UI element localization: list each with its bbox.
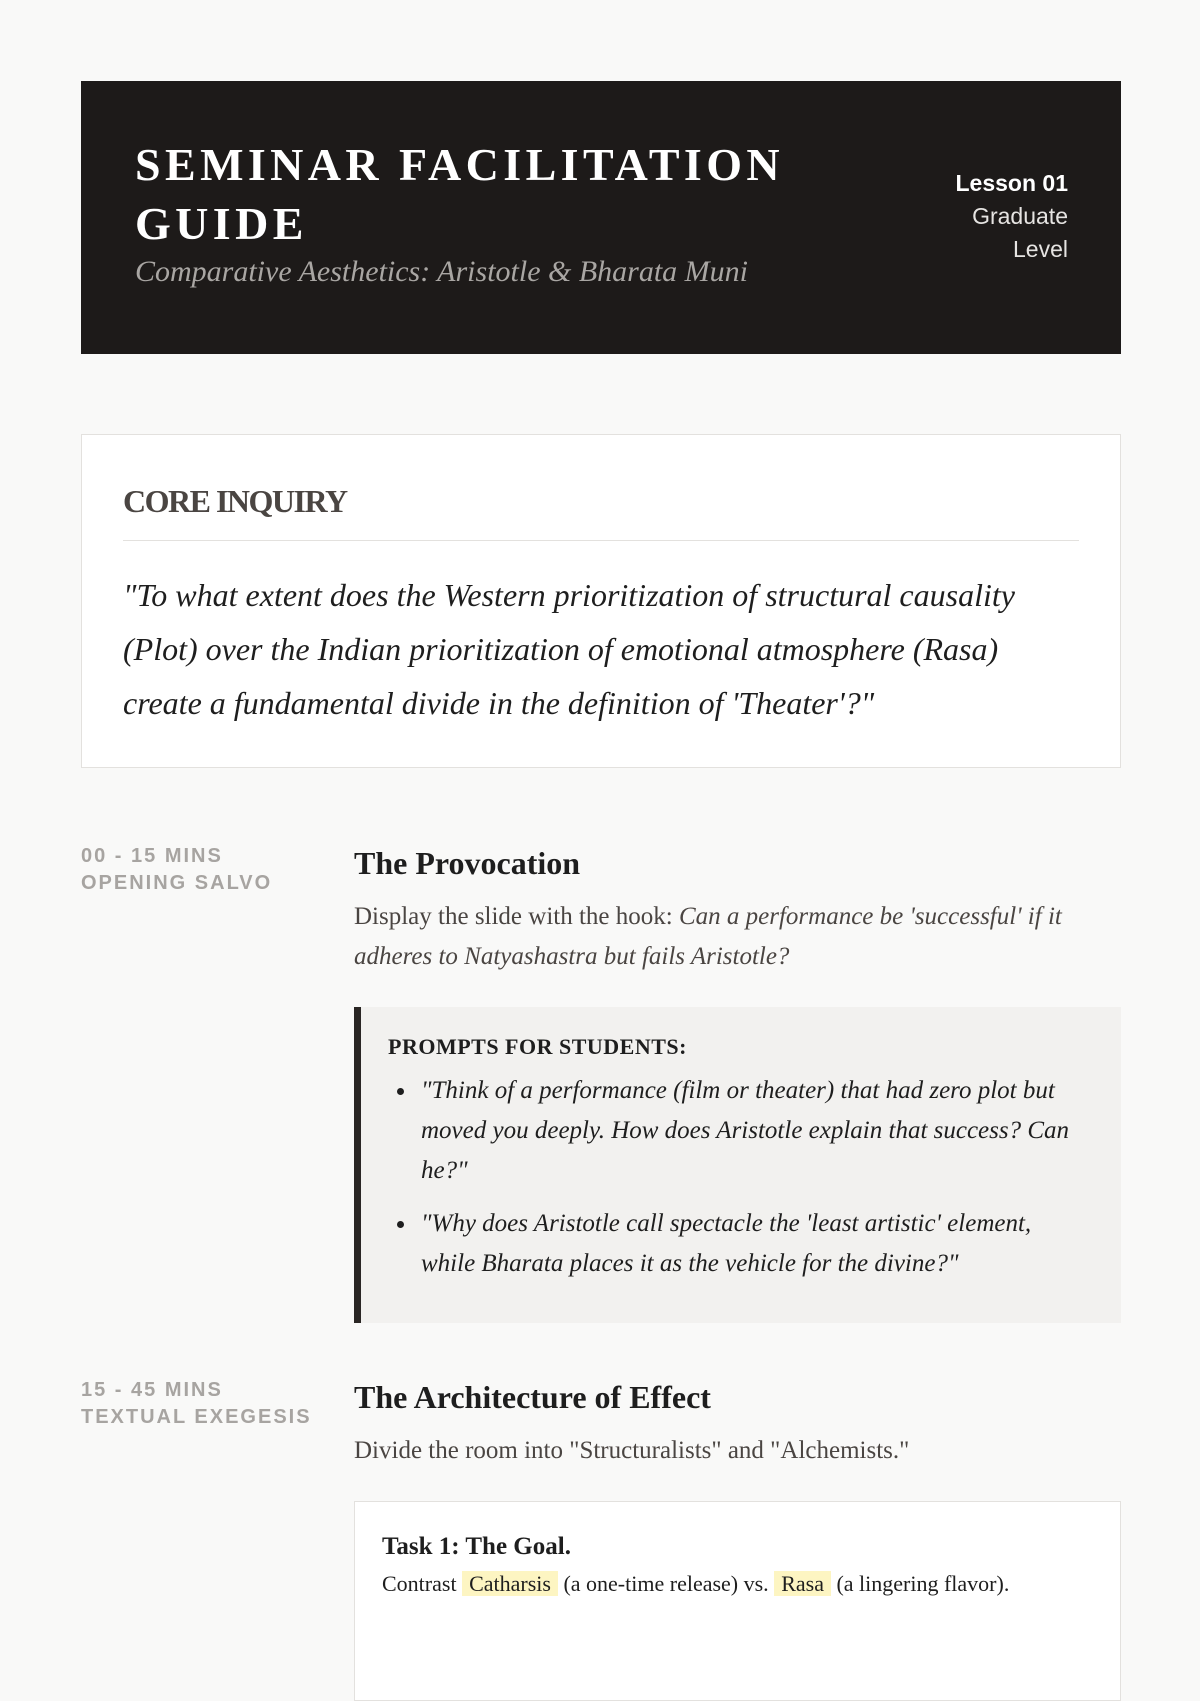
section-timing [81, 1377, 321, 1430]
section-description [354, 897, 1121, 977]
page-subtitle: Comparative Aesthetics: Aristotle & Bharata Muni [135, 255, 749, 288]
section-description: Divide the room into "Structuralists" and "Alchemists." [354, 1437, 910, 1464]
page-header [81, 81, 1121, 354]
lesson-number: Lesson 01 [955, 170, 1068, 196]
student-prompts-list [388, 1071, 1081, 1284]
section-time-range: 15 - 45 MINS [81, 1379, 223, 1401]
section-title: The Architecture of Effect [354, 1379, 711, 1415]
student-prompts-box [354, 1007, 1121, 1323]
student-prompts-label: PROMPTS FOR STUDENTS: [388, 1034, 687, 1059]
page-title: SEMINAR FACILITATION GUIDE [135, 139, 785, 249]
highlighted-term-catharsis: Catharsis [462, 1571, 558, 1596]
section-description-hook: Can a performance be 'successful' if it adheres to Natyashastra but fails Aristotle? [354, 903, 1062, 970]
task-text-part: (a one-time release) vs. [557, 1571, 775, 1596]
lesson-level: Graduate Level [972, 203, 1068, 262]
section-timing [81, 843, 321, 896]
highlighted-term-rasa: Rasa [774, 1571, 831, 1596]
task-text-part: Contrast [382, 1571, 463, 1596]
section-phase: OPENING SALVO [81, 871, 273, 894]
section-content [354, 843, 1121, 1323]
student-prompt-item: "Why does Aristotle call spectacle the 'least artistic' element, while Bharata places it as the vehicle for the divine?" [421, 1204, 1081, 1284]
section-content [354, 1377, 1121, 1701]
core-inquiry-label: CORE INQUIRY [123, 479, 1079, 541]
task-text-part: (a lingering flavor). [830, 1571, 1010, 1596]
task-title: Task 1: The Goal. [382, 1533, 571, 1560]
section-title: The Provocation [354, 845, 581, 881]
section-description-lead: Display the slide with the hook: [354, 903, 679, 930]
section-time-range: 00 - 15 MINS [81, 845, 223, 867]
core-inquiry-quote: "To what extent does the Western prioritization of structural causality (Plot) over the Indian prioritization of emotional atmosphere (Rasa) create a fundamental divide in the definition of 'Theater'?" [123, 577, 1015, 721]
section-phase: TEXTUAL EXEGESIS [81, 1405, 312, 1428]
core-inquiry-card [81, 434, 1121, 768]
student-prompt-item: "Think of a performance (film or theater) that had zero plot but moved you deeply. How does Aristotle explain that success? Can he?" [421, 1071, 1081, 1191]
lesson-meta [938, 167, 1068, 266]
task-card [354, 1501, 1121, 1701]
task-text [382, 1567, 1093, 1601]
